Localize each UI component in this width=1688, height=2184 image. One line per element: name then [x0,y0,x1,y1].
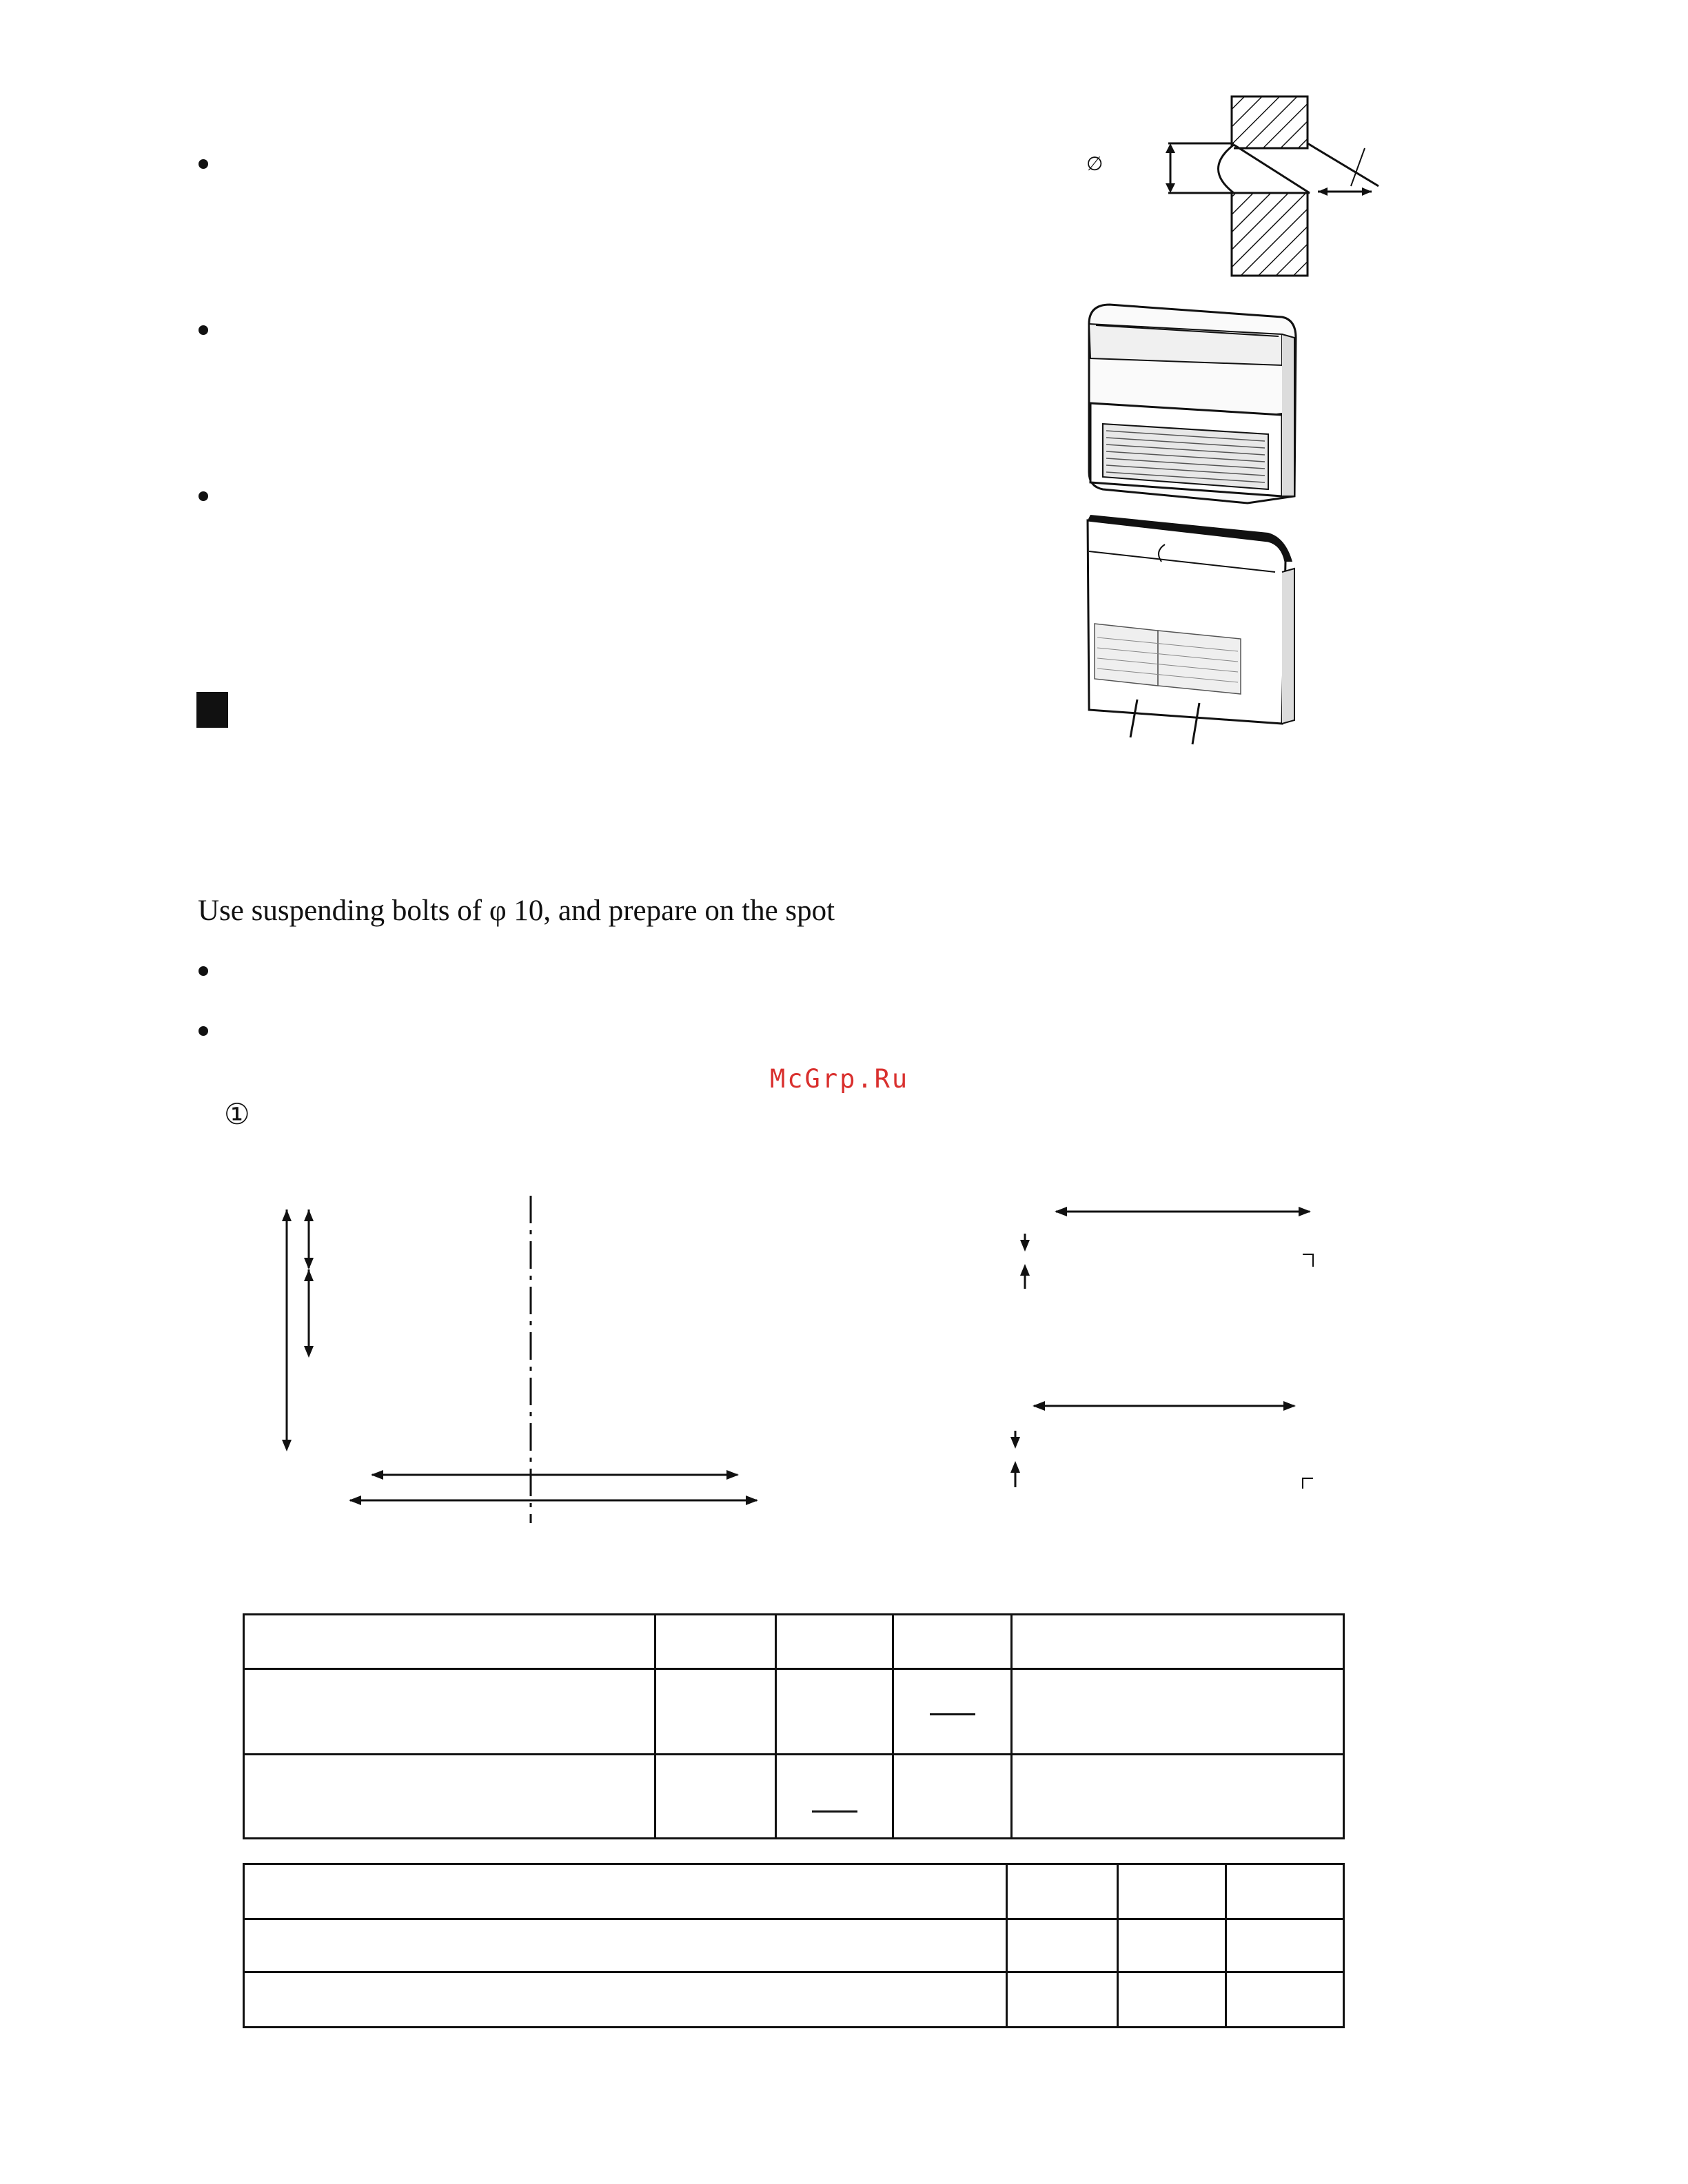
dimension-drawing-left [262,1185,786,1530]
table-cell [655,1755,776,1839]
table-cell [1226,1919,1344,1972]
pipe-hole-diagram [1075,90,1399,283]
table-cell [1226,1864,1344,1919]
table-cell [1012,1669,1344,1755]
bullet-4 [199,966,208,976]
table-row [244,1615,1344,1669]
table-cell [893,1755,1012,1839]
table-cell [1007,1919,1118,1972]
table-cell [1007,1864,1118,1919]
table-cell [1007,1972,1118,2028]
bullet-5 [199,1026,208,1036]
table-cell [893,1615,1012,1669]
bullet-3 [199,491,208,501]
watermark-text: McGrp.Ru [770,1064,910,1094]
table-cell [655,1615,776,1669]
table-cell [244,1864,1007,1919]
table-row [244,1755,1344,1839]
bullet-1 [199,159,208,169]
step-marker: ① [224,1099,250,1131]
dimension-drawing-right [1006,1185,1330,1502]
table-cell [776,1669,893,1755]
table-row [244,1919,1344,1972]
indoor-unit-illustration-upper [1075,296,1310,510]
diameter-symbol: ∅ [1086,152,1104,175]
suspending-bolts-instruction: Use suspending bolts of φ 10, and prepare on the spot [198,895,835,927]
table-cell [1226,1972,1344,2028]
table-cell [244,1972,1007,2028]
table-cell [655,1669,776,1755]
section-marker [196,692,228,728]
table-cell [244,1755,655,1839]
table-cell-dash [893,1669,1012,1755]
table-cell [1012,1755,1344,1839]
indoor-unit-illustration-lower [1075,513,1310,751]
bullet-2 [199,325,208,335]
dimension-table-2 [243,1863,1345,2028]
table-cell-dash [776,1755,893,1839]
table-cell [244,1615,655,1669]
table-cell [1012,1615,1344,1669]
table-cell [244,1919,1007,1972]
table-cell [244,1669,655,1755]
table-cell [1118,1864,1226,1919]
dimension-table-1 [243,1613,1345,1839]
table-row [244,1864,1344,1919]
table-cell [1118,1972,1226,2028]
table-cell [1118,1919,1226,1972]
table-cell [776,1615,893,1669]
table-row [244,1669,1344,1755]
table-row [244,1972,1344,2028]
